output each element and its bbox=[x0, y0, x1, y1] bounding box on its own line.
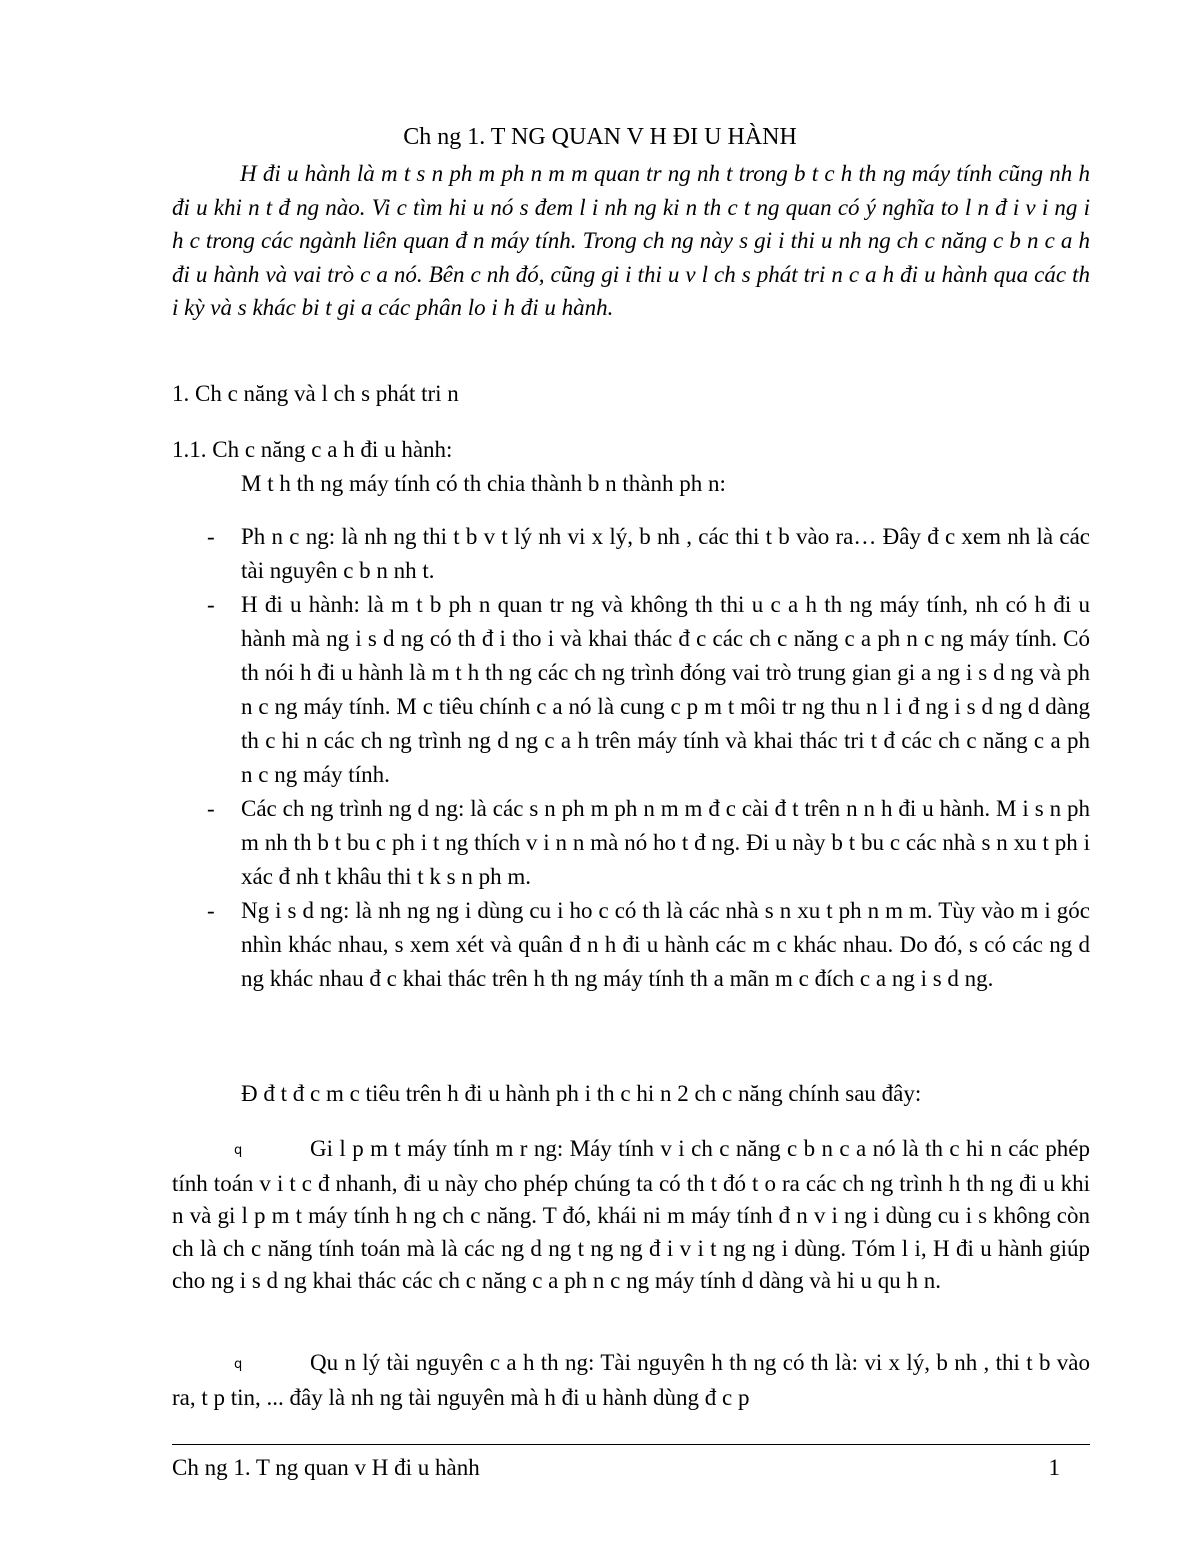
bullet-dash: - bbox=[207, 592, 215, 617]
bullet-text: Ng i s d ng: là nh ng ng i dùng cu i ho c có th là các nhà s n xu t ph n m m. Tùy vào m i góc nhìn khác nhau, s xem xét và quân đ n h đi u hành các m c khác nhau. Do đó, s có các ng d ng khác nhau đ c khai thác trên h th ng máy tính th a mãn m c đích c a ng i s d ng. bbox=[241, 898, 1090, 991]
bullet-text: Các ch ng trình ng d ng: là các s n ph m ph n m m đ c cài đ t trên n n h đi u hành. M i s n ph m nh th b t bu c ph i t ng thích v i n n mà nó ho t đ ng. Đi u này b t bu c các nhà s n xu t ph i xác đ nh t khâu thi t k s n ph m. bbox=[241, 796, 1090, 889]
subsection-heading: 1.1. Ch c năng c a h đi u hành: bbox=[172, 437, 453, 462]
q-bullet-icon: q bbox=[234, 1143, 243, 1158]
list-item bbox=[207, 792, 1090, 894]
bullet-dash: - bbox=[207, 898, 215, 923]
function-text-2: Qu n lý tài nguyên c a h th ng: Tài nguyên h th ng có th là: vi x lý, b nh , thi t b vào ra, t p tin, ... đây là nh ng tài nguyên mà h đi u hành dùng đ c p bbox=[172, 1350, 1090, 1410]
list-item bbox=[207, 588, 1090, 792]
footer-chapter-label: Ch ng 1. T ng quan v H đi u hành bbox=[172, 1455, 480, 1480]
list-item bbox=[207, 520, 1090, 588]
bullet-dash: - bbox=[207, 524, 215, 549]
function-paragraph-2 bbox=[172, 1347, 1090, 1414]
bullet-dash: - bbox=[207, 796, 215, 821]
function-text-1: Gi l p m t máy tính m r ng: Máy tính v i ch c năng c b n c a nó là th c hi n các phép tính toán v i t c đ nhanh, đi u này cho phép chúng ta có th t đó t o ra các ch ng trình h th ng đi u khi n và gi l p m t máy tính h ng ch c năng. T đó, khái ni m máy tính đ n v i ng i dùng cu i s không còn ch là ch c năng tính toán mà là các ng d ng t ng ng đ i v i t ng ng i dùng. Tóm l i, H đi u hành giúp cho ng i s d ng khai thác các ch c năng c a ph n c ng máy tính d dàng và hi u qu h n. bbox=[172, 1136, 1090, 1293]
footer-divider bbox=[172, 1444, 1090, 1445]
bullet-text: Ph n c ng: là nh ng thi t b v t lý nh vi x lý, b nh , các thi t b vào ra… Đây đ c xem nh là các tài nguyên c b n nh t. bbox=[241, 524, 1090, 583]
lead-sentence: M t h th ng máy tính có th chia thành b n thành ph n: bbox=[241, 471, 726, 496]
bullet-text: H đi u hành: là m t b ph n quan tr ng và không th thi u c a h th ng máy tính, nh có h đi u hành mà ng i s d ng có th đ i tho i và khai thác đ c các ch c năng c a ph n c ng máy tính. Có th nói h đi u hành là m t h th ng các ch ng trình đóng vai trò trung gian gi a ng i s d ng và ph n c ng máy tính. M c tiêu chính c a nó là cung c p m t môi tr ng thu n l i đ ng i s d ng d dàng th c hi n các ch ng trình ng d ng c a h trên máy tính và khai thác tri t đ các ch c năng c a ph n c ng máy tính. bbox=[241, 592, 1090, 787]
chapter-title: Ch ng 1. T NG QUAN V H ĐI U HÀNH bbox=[403, 124, 797, 150]
intro-text: H đi u hành là m t s n ph m ph n m m quan tr ng nh t trong b t c h th ng máy tính cũng nh h đi u khi n t đ ng nào. Vi c tìm hi u nó s đem l i nh ng ki n th c t ng quan có ý nghĩa to l n đ i v i ng i h c trong các ngành liên quan đ n máy tính. Trong ch ng này s gi i thi u nh ng ch c năng c b n c a h đi u hành và vai trò c a nó. Bên c nh đó, cũng gi i thi u v l ch s phát tri n c a h đi u hành qua các th i kỳ và s khác bi t gi a các phân lo i h đi u hành. bbox=[172, 161, 1090, 321]
page-number: 1 bbox=[1048, 1455, 1060, 1480]
bullet-list bbox=[207, 520, 1090, 996]
q-bullet-icon: q bbox=[234, 1357, 243, 1372]
function-paragraph-1 bbox=[172, 1133, 1090, 1298]
intro-paragraph bbox=[172, 157, 1090, 325]
goal-sentence: Đ đ t đ c m c tiêu trên h đi u hành ph i th c hi n 2 ch c năng chính sau đây: bbox=[241, 1081, 922, 1106]
list-item bbox=[207, 894, 1090, 996]
section-heading: 1. Ch c năng và l ch s phát tri n bbox=[172, 381, 459, 406]
